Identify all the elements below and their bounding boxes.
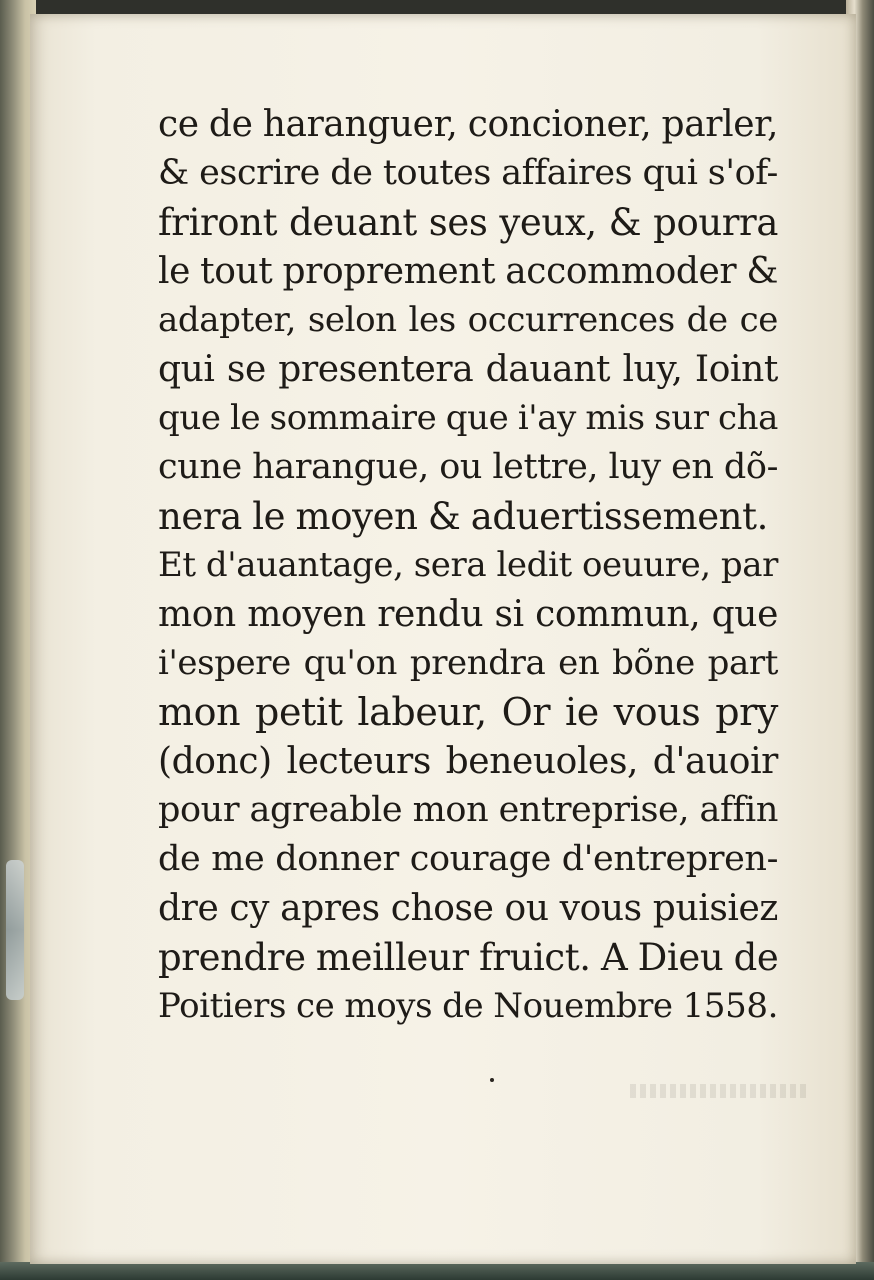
text-line: i'espere qu'on prendra en bõne part: [158, 643, 778, 683]
text-line: pour agreable mon entreprise, affin: [158, 790, 778, 830]
page-text: [158, 100, 778, 1031]
text-line: nera le moyen & aduertissement.: [158, 495, 768, 538]
text-line: dre cy apres chose ou vous puisiez: [158, 888, 778, 929]
text-line: de me donner courage d'entrepren-: [158, 839, 778, 879]
text-line: le tout proprement accommoder &: [158, 251, 778, 292]
printer-dot-mark: [490, 1078, 494, 1082]
text-line: Et d'auantage, sera ledit oeuure, par: [158, 545, 778, 585]
text-line: Poitiers ce moys de Nouembre 1558.: [158, 986, 778, 1026]
text-line: mon petit labeur, Or ie vous pry: [158, 690, 778, 734]
text-line: qui se presentera dauant luy, Ioint: [158, 349, 778, 390]
text-line: cune harangue, ou lettre, luy en dõ-: [158, 447, 778, 487]
book-page: [30, 14, 856, 1264]
text-line: que le sommaire que i'ay mis sur cha: [158, 398, 778, 438]
text-line: & escrire de toutes affaires qui s'of-: [158, 153, 778, 193]
text-line: (donc) lecteurs beneuoles, d'auoir: [158, 741, 778, 782]
bleed-through-ink: [630, 1084, 810, 1098]
bottom-cover-edge: [0, 1262, 874, 1280]
text-line: adapter, selon les occurrences de ce: [158, 300, 778, 340]
text-line: ce de haranguer, concioner, parler,: [158, 104, 778, 145]
text-line: mon moyen rendu si commun, que: [158, 594, 778, 635]
text-line: friront deuant ses yeux, & pourra: [158, 201, 778, 244]
text-line: prendre meilleur fruict. A Dieu de: [158, 936, 779, 979]
